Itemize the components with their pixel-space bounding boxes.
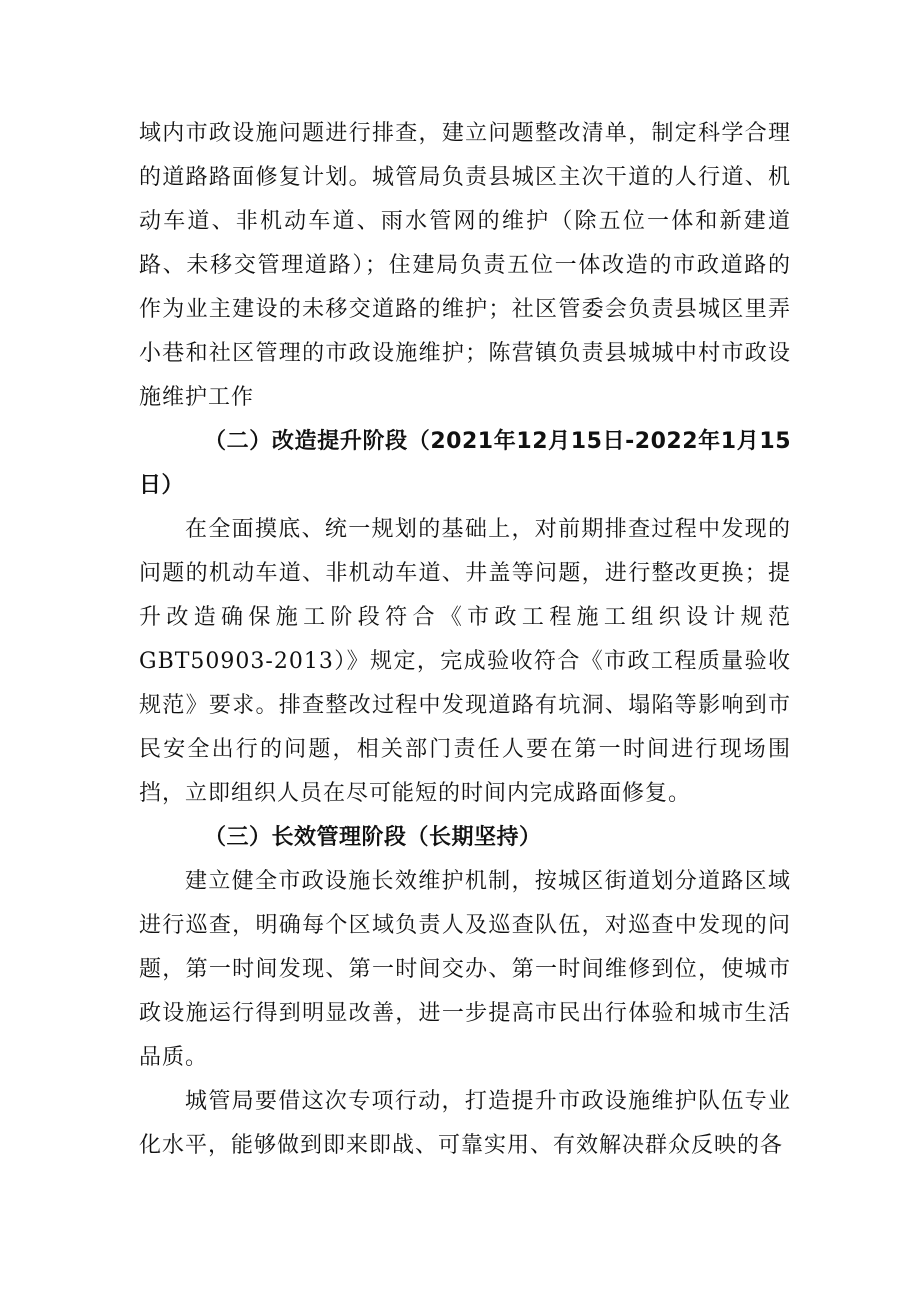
section-heading-long-term-stage: （三）长效管理阶段（长期坚持） [204,825,542,850]
paragraph-long-term-mechanism: 建立健全市政设施长效维护机制，按城区街道划分道路区域进行巡查，明确每个区域负责人及巡查队伍，对巡查中发现的问题，第一时间发现、第一时间交办、第一时间维修到位，使城市政设施运行得到明显改善，进一步提高市民出行体验和城市生活品质。 [139,869,791,1070]
paragraph-renovation: 在全面摸底、统一规划的基础上，对前期排查过程中发现的问题的机动车道、非机动车道、井盖等问题，进行整改更换；提升改造确保施工阶段符合《市政工程施工组织设计规范GBT50903-2013）》规定，完成验收符合《市政工程质量验收规范》要求。排查整改过程中发现道路有坑洞、塌陷等影响到市民安全出行的问题，相关部门责任人要在第一时间进行现场围挡，立即组织人员在尽可能短的时间内完成路面修复。 [139,517,791,806]
document-body [139,112,791,1168]
section-heading-renovation-stage: （二）改造提升阶段（2021年12月15日-2022年1月15日） [139,429,791,498]
paragraph-responsibilities: 域内市政设施问题进行排查，建立问题整改清单，制定科学合理的道路路面修复计划。城管局负责县城区主次干道的人行道、机动车道、非机动车道、雨水管网的维护（除五位一体和新建道路、未移交管理道路）；住建局负责五位一体改造的市政道路的作为业主建设的未移交道路的维护；社区管委会负责县城区里弄小巷和社区管理的市政设施维护；陈营镇负责县城城中村市政设施维护工作 [139,121,791,410]
paragraph-team-building: 城管局要借这次专项行动，打造提升市政设施维护队伍专业化水平，能够做到即来即战、可靠实用、有效解决群众反映的各 [139,1089,791,1158]
